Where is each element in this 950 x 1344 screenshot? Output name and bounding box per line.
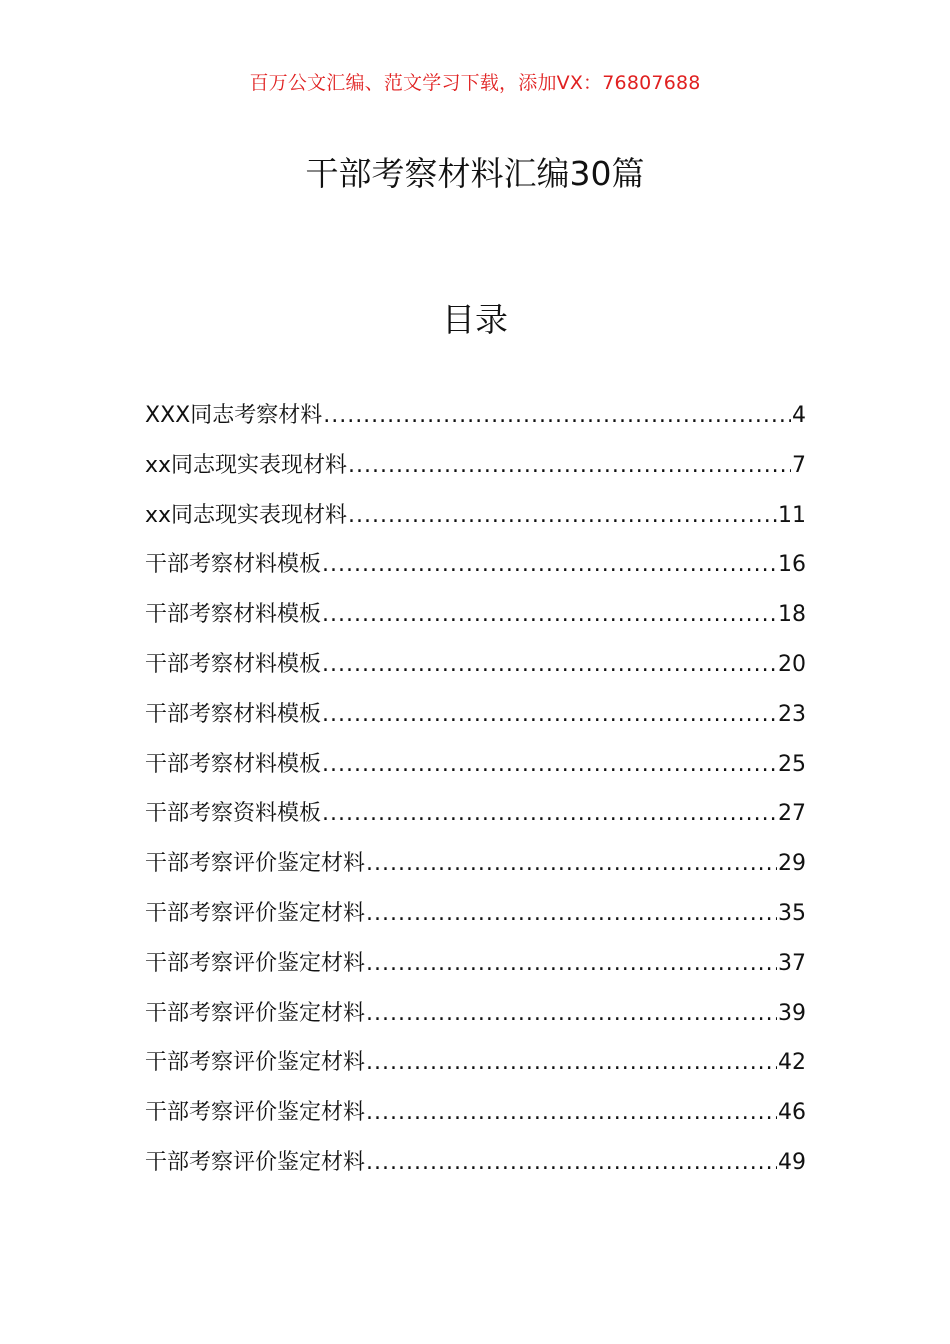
- toc-leader-dots: [366, 1150, 777, 1175]
- toc-entry-label: 干部考察材料模板: [145, 701, 322, 727]
- toc-leader-dots: [366, 1050, 777, 1075]
- toc-entry-page-number: 18: [778, 602, 806, 628]
- toc-entry-page-number: 25: [778, 751, 806, 777]
- toc-entry-label: 干部考察评价鉴定材料: [145, 950, 366, 976]
- toc-entry[interactable]: [145, 597, 806, 647]
- toc-entry-page-number: 42: [778, 1050, 806, 1076]
- toc-entry-label: 干部考察评价鉴定材料: [145, 851, 366, 877]
- toc-entry[interactable]: [145, 697, 806, 747]
- toc-entry-page-number: 29: [778, 851, 806, 877]
- toc-entry-label: xx同志现实表现材料: [145, 452, 348, 478]
- toc-entry-label: 干部考察资料模板: [145, 801, 322, 827]
- toc-entry-page-number: 7: [792, 452, 806, 478]
- toc-heading: 目录: [442, 300, 508, 339]
- toc-entry-page-number: 11: [778, 502, 806, 528]
- toc-entry-label: XXX同志考察材料: [145, 403, 323, 428]
- toc-entry[interactable]: [145, 448, 806, 498]
- toc-leader-dots: [366, 851, 777, 876]
- toc-entry-page-number: 39: [778, 1000, 806, 1026]
- toc-entry[interactable]: [145, 1095, 806, 1145]
- toc-leader-dots: [322, 801, 777, 826]
- toc-leader-dots: [348, 503, 777, 528]
- toc-entry-page-number: 23: [778, 701, 806, 727]
- toc-entry-label: xx同志现实表现材料: [145, 502, 348, 528]
- toc-entry-label: 干部考察材料模板: [145, 651, 322, 677]
- toc-entry[interactable]: [145, 547, 806, 597]
- toc-entry-page-number: 20: [778, 651, 806, 677]
- toc-entry[interactable]: [145, 747, 806, 797]
- table-of-contents: [145, 398, 806, 1195]
- toc-entry-label: 干部考察评价鉴定材料: [145, 1100, 366, 1126]
- header-note: 百万公文汇编、范文学习下载，添加VX：76807688: [249, 72, 701, 94]
- toc-entry[interactable]: [145, 946, 806, 996]
- toc-entry[interactable]: [145, 498, 806, 548]
- toc-entry[interactable]: [145, 796, 806, 846]
- toc-entry-page-number: 16: [778, 552, 806, 578]
- toc-leader-dots: [322, 752, 777, 777]
- document-title: 干部考察材料汇编30篇: [305, 154, 645, 193]
- toc-entry[interactable]: [145, 647, 806, 697]
- toc-entry-page-number: 4: [792, 403, 806, 428]
- toc-entry[interactable]: [145, 1045, 806, 1095]
- toc-entry-page-number: 35: [778, 900, 806, 926]
- toc-leader-dots: [366, 901, 777, 926]
- toc-leader-dots: [366, 1100, 777, 1125]
- toc-entry-label: 干部考察材料模板: [145, 552, 322, 578]
- toc-entry-label: 干部考察材料模板: [145, 602, 322, 628]
- toc-entry[interactable]: [145, 896, 806, 946]
- toc-leader-dots: [322, 652, 777, 677]
- toc-leader-dots: [366, 1001, 777, 1026]
- toc-entry-page-number: 49: [778, 1149, 806, 1175]
- toc-entry-label: 干部考察评价鉴定材料: [145, 1050, 366, 1076]
- toc-entry[interactable]: [145, 846, 806, 896]
- toc-leader-dots: [366, 951, 777, 976]
- toc-leader-dots: [322, 602, 777, 627]
- toc-leader-dots: [323, 403, 791, 428]
- toc-leader-dots: [322, 552, 777, 577]
- toc-entry-page-number: 46: [778, 1100, 806, 1126]
- toc-entry-label: 干部考察评价鉴定材料: [145, 1149, 366, 1175]
- toc-entry[interactable]: [145, 398, 806, 448]
- toc-leader-dots: [322, 702, 777, 727]
- toc-entry-page-number: 37: [778, 950, 806, 976]
- toc-entry-label: 干部考察材料模板: [145, 751, 322, 777]
- toc-entry-label: 干部考察评价鉴定材料: [145, 1000, 366, 1026]
- toc-entry[interactable]: [145, 996, 806, 1046]
- toc-leader-dots: [348, 453, 791, 478]
- toc-entry-label: 干部考察评价鉴定材料: [145, 900, 366, 926]
- toc-entry-page-number: 27: [778, 801, 806, 827]
- toc-entry[interactable]: [145, 1145, 806, 1195]
